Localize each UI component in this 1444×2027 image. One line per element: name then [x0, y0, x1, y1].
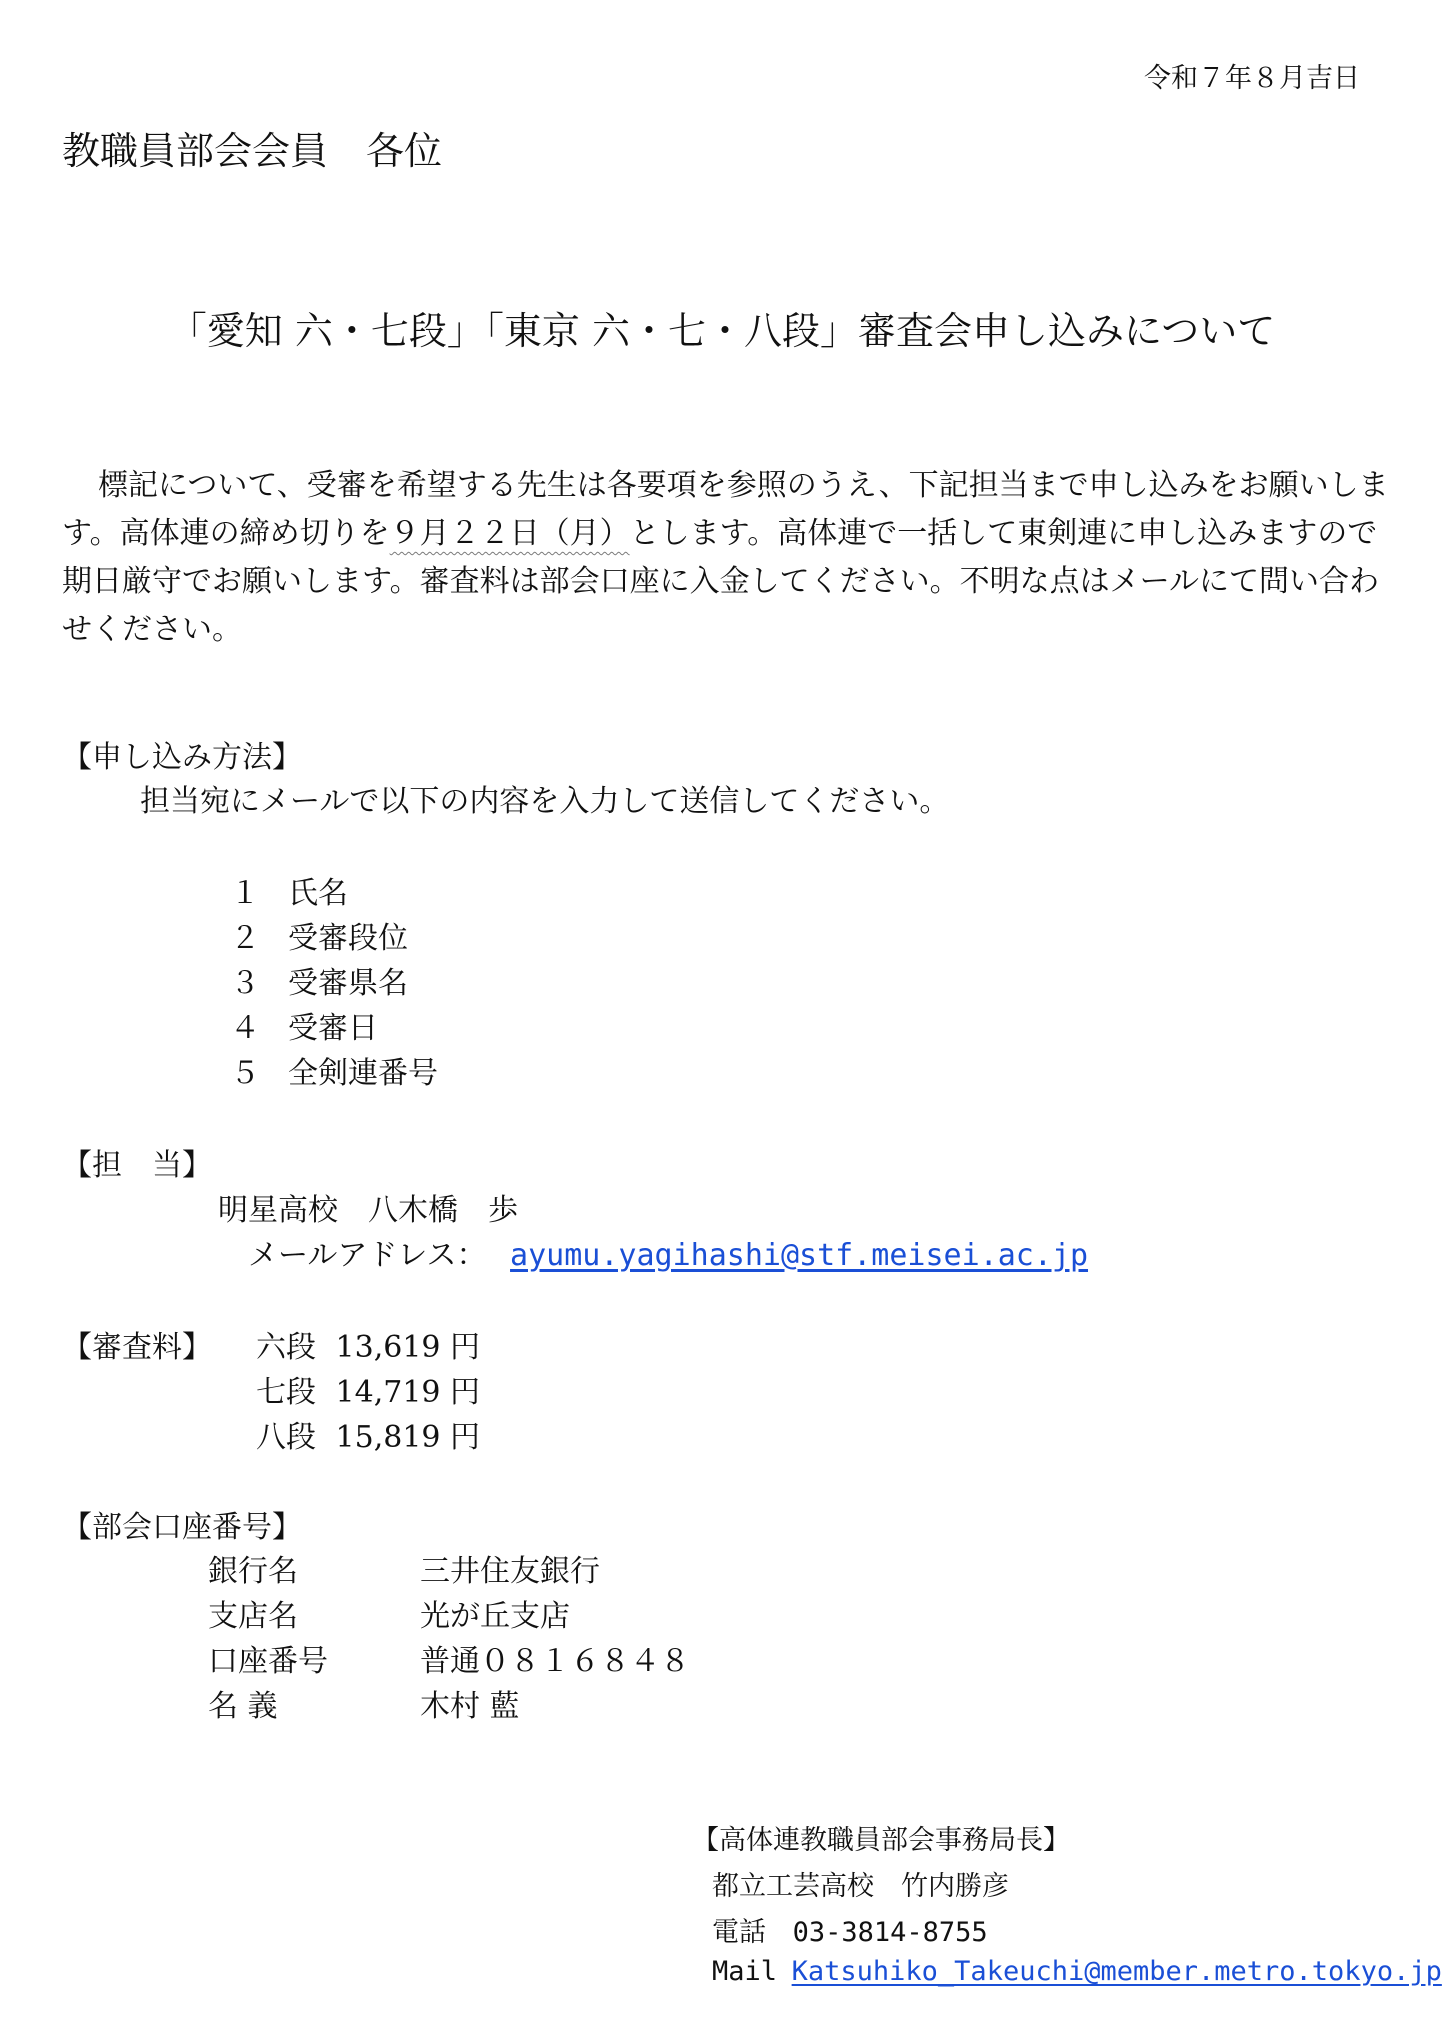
account-key: 支店名	[208, 1599, 298, 1634]
fee-rank: 六段	[256, 1330, 316, 1365]
fee-rank: 七段	[256, 1375, 316, 1410]
account-key: 銀行名	[208, 1554, 298, 1589]
list-item-number: １	[230, 876, 260, 911]
fee-rank: 八段	[256, 1420, 316, 1455]
account-row	[208, 1546, 600, 1590]
account-key: 名 義	[208, 1689, 278, 1724]
phone-label: 電話	[712, 1917, 766, 1948]
account-row	[208, 1591, 570, 1635]
fee-row	[256, 1412, 480, 1456]
addressee: 教職員部会会員 各位	[62, 129, 443, 173]
contact-name: 明星高校 八木橋 歩	[218, 1193, 518, 1228]
intro-text-2: とします。高体連で一括して東剣連に申し込みますので期日厳守でお願いします。審査料は部会口座に入金してください。不明な点はメールにて問い合わせください。	[62, 516, 1379, 647]
email-row	[248, 1230, 1088, 1274]
account-row	[208, 1681, 520, 1725]
account-heading: 【部会口座番号】	[62, 1510, 302, 1545]
phone-row	[712, 1910, 988, 1949]
list-item	[230, 868, 348, 912]
email-label: メールアドレス：	[248, 1238, 487, 1273]
fee-amount: 13,619 円	[335, 1330, 481, 1365]
account-row	[208, 1636, 690, 1680]
method-heading: 【申し込み方法】	[62, 740, 302, 775]
account-value: 木村 藍	[420, 1689, 520, 1724]
contact-heading: 【担 当】	[62, 1148, 212, 1183]
fee-amount: 15,819 円	[335, 1420, 481, 1455]
issue-date: 令和７年８月吉日	[1144, 63, 1360, 94]
intro-paragraph	[62, 462, 1402, 654]
list-item-label: 氏名	[288, 876, 348, 911]
fee-row	[256, 1367, 480, 1411]
sender-heading: 【高体連教職員部会事務局長】	[692, 1825, 1070, 1856]
deadline-date: ９月２２日（月）	[389, 516, 630, 551]
list-item-number: ３	[230, 966, 260, 1001]
list-item-label: 受審段位	[288, 921, 408, 956]
sender-email-link[interactable]: Katsuhiko_Takeuchi@member.metro.tokyo.jp	[791, 1956, 1442, 1987]
list-item	[230, 1048, 438, 1092]
email-link[interactable]: ayumu.yagihashi@stf.meisei.ac.jp	[510, 1238, 1089, 1273]
fee-heading: 【審査料】	[62, 1330, 212, 1365]
list-item	[230, 958, 408, 1002]
phone-number: 03-3814-8755	[792, 1917, 988, 1948]
list-item	[230, 913, 408, 957]
list-item-label: 全剣連番号	[288, 1056, 438, 1091]
intro-text-1: 標記について、受審を希望する先生は各要項を参照のうえ、下記担当まで申し込みをお願いします。高体連の締め切りを	[62, 468, 1389, 551]
account-value: 光が丘支店	[420, 1599, 570, 1634]
account-value: 三井住友銀行	[420, 1554, 600, 1589]
document-title: 「愛知 六・七段」「東京 六・七・八段」審査会申し込みについて	[168, 309, 1276, 353]
account-key: 口座番号	[208, 1644, 328, 1679]
list-item-number: ５	[230, 1056, 260, 1091]
method-instruction: 担当宛にメールで以下の内容を入力して送信してください。	[140, 784, 950, 819]
list-item	[230, 1003, 378, 1047]
list-item-number: ２	[230, 921, 260, 956]
mail-row	[712, 1956, 1442, 1987]
fee-amount: 14,719 円	[335, 1375, 481, 1410]
sender-school: 都立工芸高校 竹内勝彦	[712, 1871, 1009, 1902]
list-item-label: 受審日	[288, 1011, 378, 1046]
fee-row	[256, 1322, 480, 1366]
list-item-label: 受審県名	[288, 966, 408, 1001]
account-value: 普通０８１６８４８	[420, 1644, 690, 1679]
mail-label: Mail	[712, 1956, 778, 1987]
list-item-number: ４	[230, 1011, 260, 1046]
